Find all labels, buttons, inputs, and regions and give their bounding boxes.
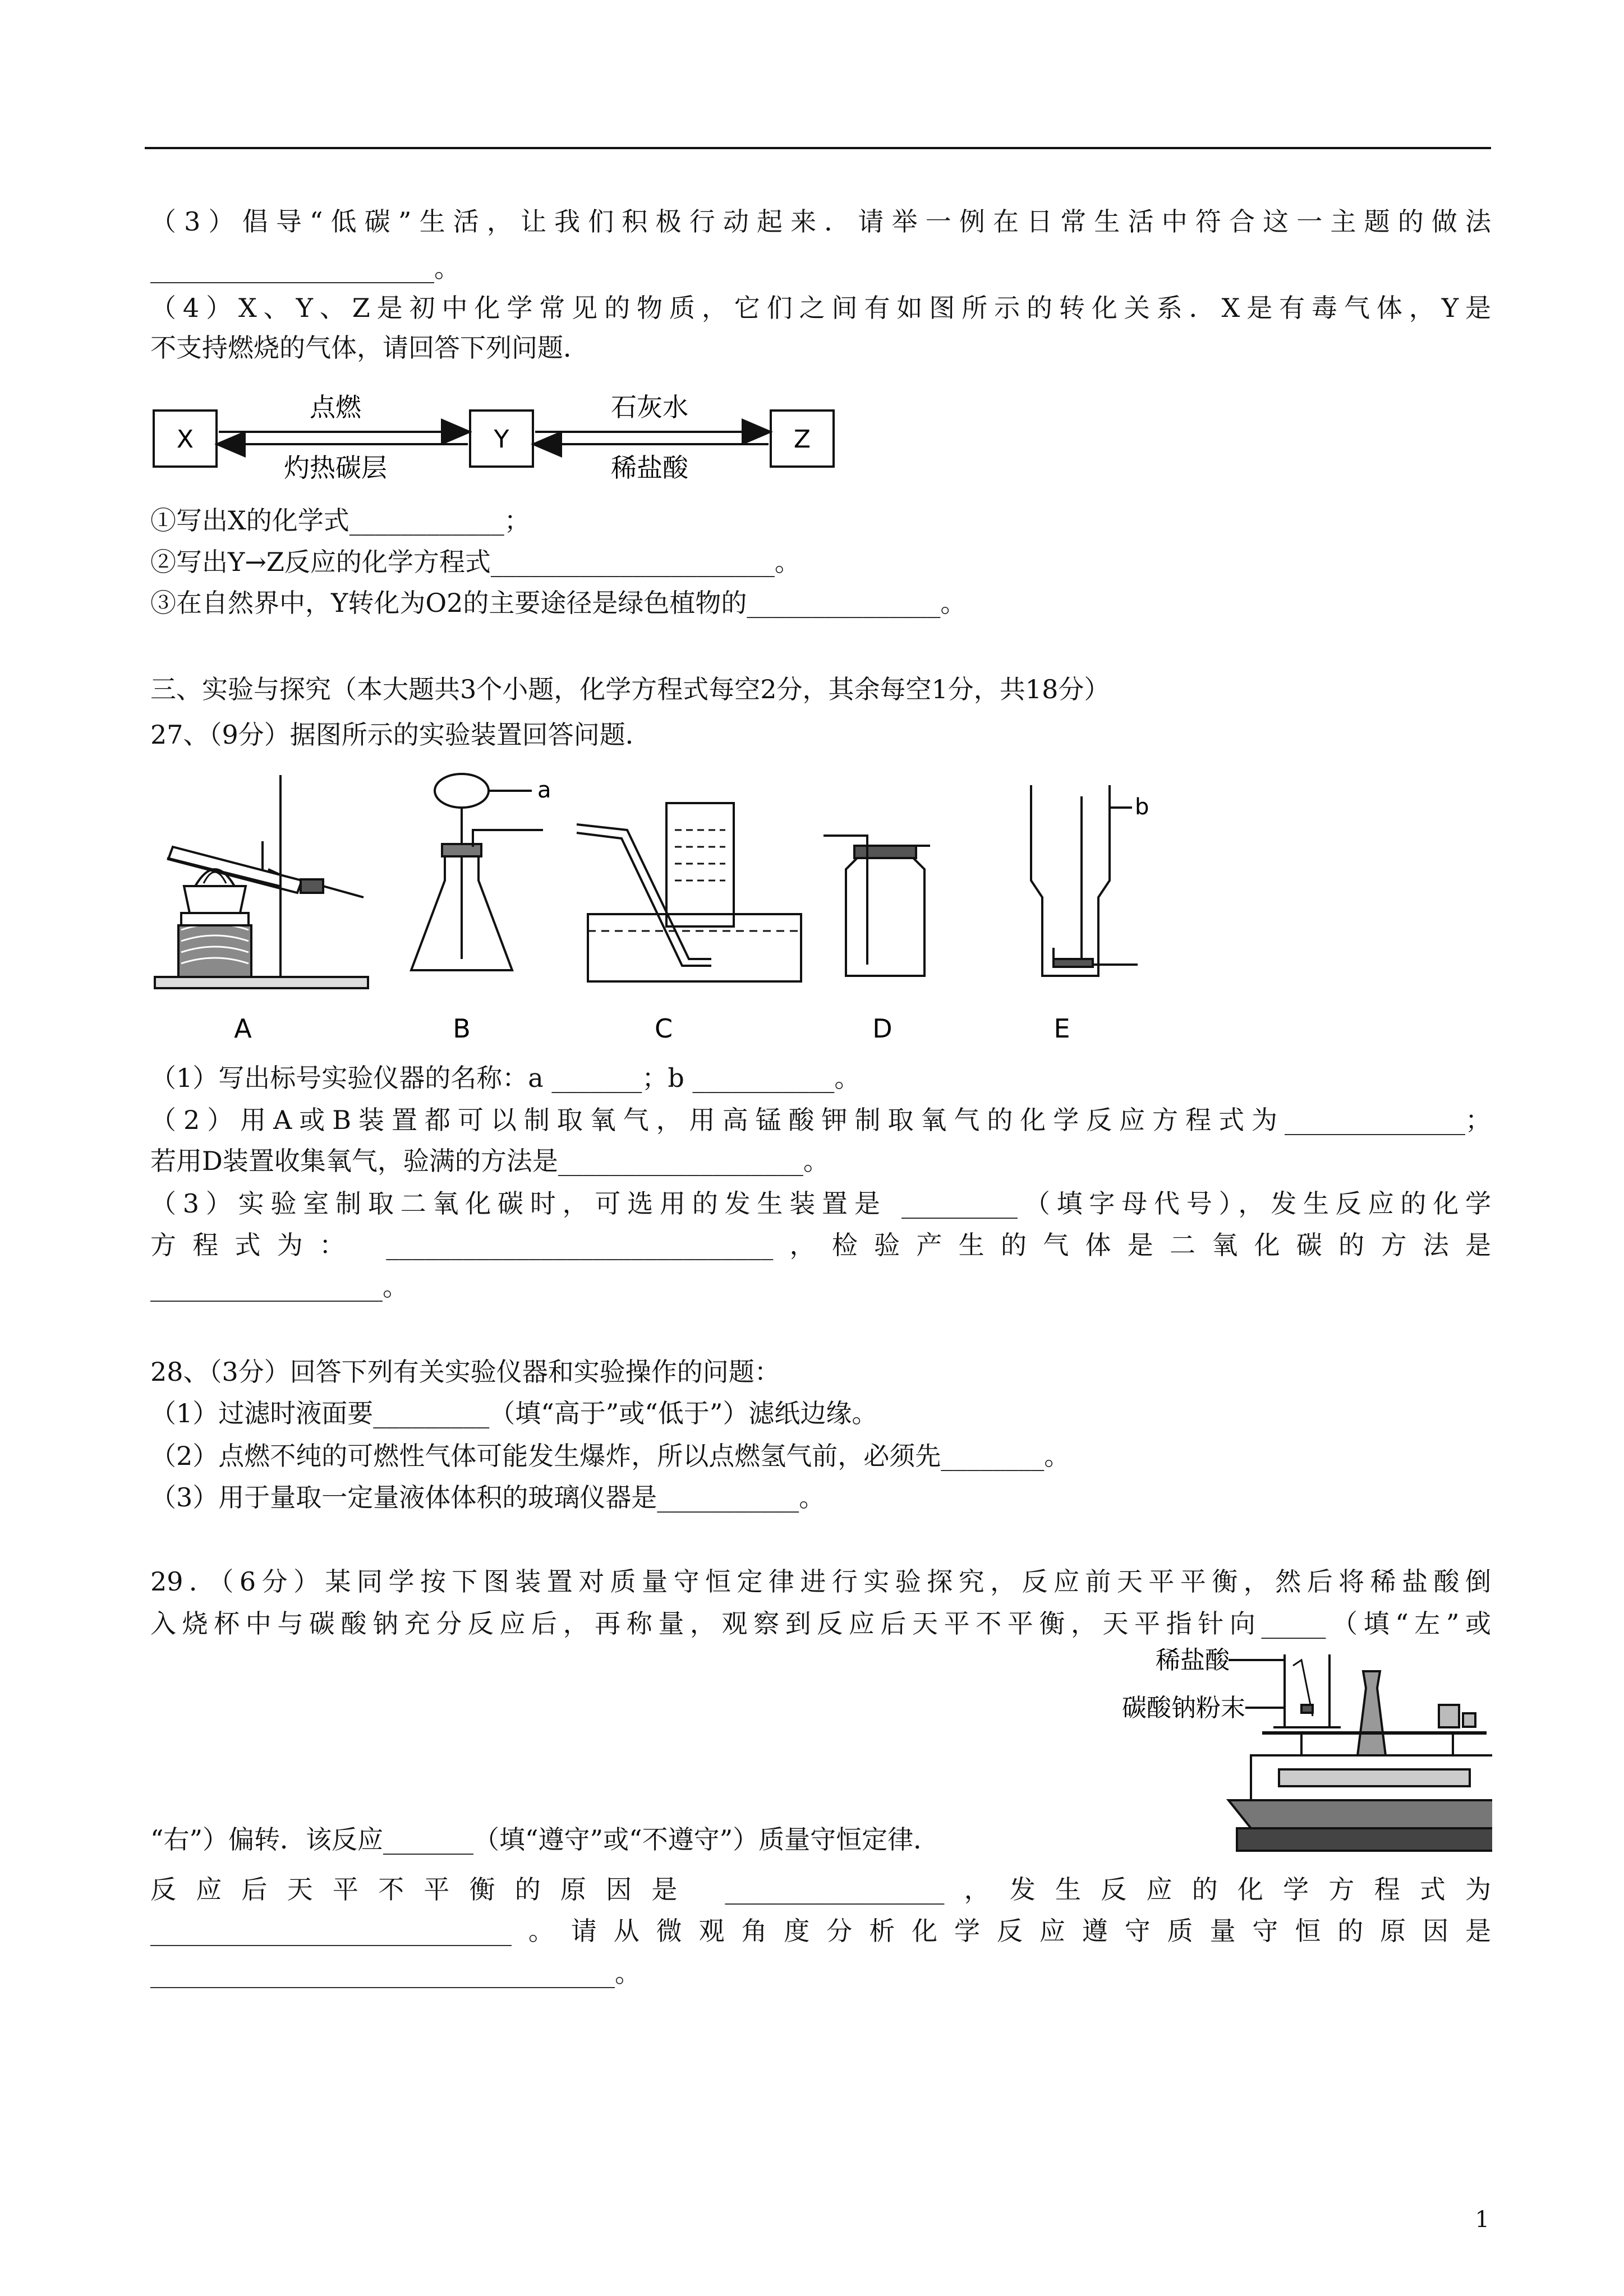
apparatus-c (577, 803, 801, 981)
label-d: D (872, 1013, 892, 1044)
page-number: 1 (1475, 2207, 1489, 2233)
q27-3b: 方程式为： ______________________________，检验产生的气体是二氧化碳的方法是 (150, 1230, 1491, 1260)
q3-line1: （3）倡导“低碳”生活，让我们积极行动起来．请举一例在日常生活中符合这一主题的做法 (150, 206, 1491, 237)
cond-ignite: 点燃 (310, 392, 361, 422)
q4-line2: 不支持燃烧的气体，请回答下列问题． (150, 333, 589, 363)
q28-2: （2）点燃不纯的可燃性气体可能发生爆炸，所以点燃氢气前，必须先________。 (150, 1441, 1070, 1471)
label-b: B (453, 1013, 471, 1044)
cond-dilute-hcl: 稀盐酸 (611, 453, 688, 483)
q4-a: ①写出X的化学式____________； (150, 505, 530, 536)
label-a: A (234, 1013, 252, 1044)
cond-hot-carbon: 灼热碳层 (284, 453, 387, 483)
q3-line2: ______________________。 (150, 253, 460, 283)
label-dilute-hcl: 稀盐酸 (1156, 1646, 1230, 1675)
q27-3a: （3）实验室制取二氧化碳时，可选用的发生装置是 _________（填字母代号），发生反应的化学 (150, 1188, 1491, 1219)
q27-2a: （2）用A或B装置都可以制取氧气，用高锰酸钾制取氧气的化学反应方程式为______________； (150, 1105, 1491, 1135)
mark-a: a (537, 777, 551, 803)
q27-title: 27、（9分）据图所示的实验装置回答问题． (150, 720, 651, 750)
q29-line3: “右”）偏转．该反应_______（填“遵守”或“不遵守”）质量守恒定律． (150, 1824, 940, 1855)
q28-3: （3）用于量取一定量液体体积的玻璃仪器是___________。 (150, 1482, 825, 1513)
apparatus-d (823, 836, 930, 976)
q27-3c: __________________。 (150, 1271, 408, 1302)
section-3-heading: 三、实验与探究（本大题共3个小题，化学方程式每空2分，其余每空1分，共18分） (150, 674, 1110, 704)
q28-title: 28、（3分）回答下列有关实验仪器和实验操作的问题： (150, 1357, 780, 1387)
q4-line1: （4）X、Y、Z是初中化学常见的物质，它们之间有如图所示的转化关系．X是有毒气体，Y是 (150, 293, 1491, 323)
apparatus-e (1031, 785, 1138, 976)
cond-limewater: 石灰水 (611, 392, 688, 422)
apparatus-b (411, 774, 543, 970)
label-sodium-carbonate: 碳酸钠粉末 (1122, 1694, 1245, 1722)
q29-line6: ____________________________________。 (150, 1958, 641, 1988)
q27-1: （1）写出标号实验仪器的名称：a _______；b ___________。 (150, 1063, 861, 1093)
q29-line5: ____________________________。请从微观角度分析化学反应遵守质量守恒的原因是 (150, 1916, 1491, 1946)
q27-2b: 若用D装置收集氧气，验满的方法是___________________。 (150, 1146, 829, 1176)
label-y: Y (494, 425, 509, 454)
q29-line1: 29．（6分）某同学按下图装置对质量守恒定律进行实验探究，反应前天平平衡，然后将稀盐酸倒 (150, 1566, 1491, 1597)
label-x: X (176, 425, 194, 454)
mark-b: b (1135, 794, 1149, 820)
q4-b: ②写出Y→Z反应的化学方程式______________________。 (150, 547, 801, 577)
label-e: E (1053, 1013, 1070, 1044)
q29-line4: 反应后天平不平衡的原因是 _________________，发生反应的化学方程式为 (150, 1874, 1491, 1905)
q4-c: ③在自然界中，Y转化为O2的主要途径是绿色植物的_______________。 (150, 588, 967, 618)
header-rule (145, 147, 1491, 149)
q29-line2: 入烧杯中与碳酸钠充分反应后，再称量，观察到反应后天平不平衡，天平指针向_____（填“左”或 (150, 1608, 1491, 1639)
q28-1: （1）过滤时液面要_________（填“高于”或“低于”）滤纸边缘。 (150, 1398, 878, 1428)
label-z: Z (793, 425, 811, 454)
xyz-flow-diagram (150, 381, 874, 494)
apparatus-figure (150, 763, 1216, 1054)
label-c: C (654, 1013, 673, 1044)
apparatus-a (155, 775, 368, 988)
